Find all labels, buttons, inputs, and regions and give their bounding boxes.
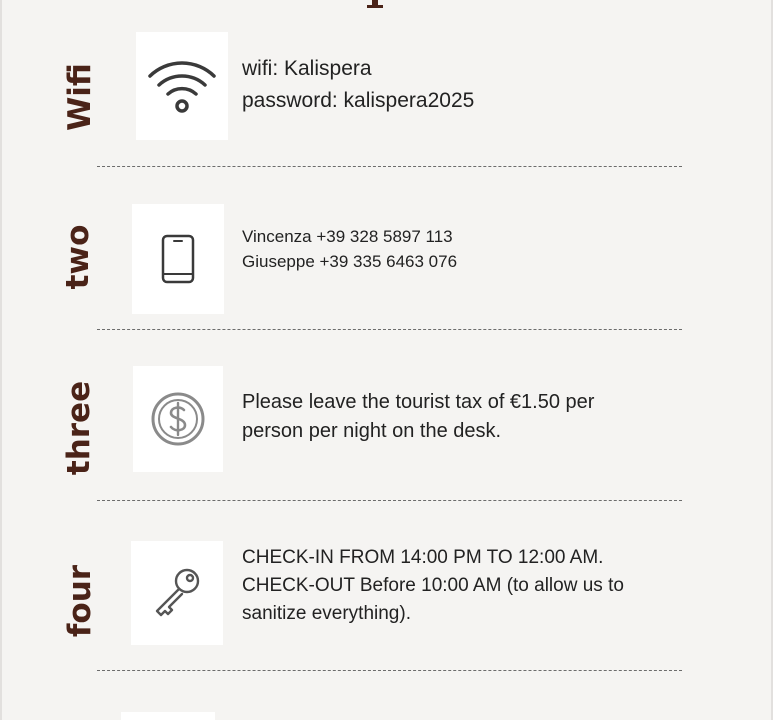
coin-dollar-icon	[150, 391, 206, 447]
section-label-four: four	[62, 564, 98, 638]
contact-vincenza: Vincenza +39 328 5897 113	[242, 227, 453, 246]
wifi-details	[242, 53, 474, 117]
page-edge-left	[0, 0, 2, 720]
divider	[97, 329, 682, 330]
key-tile	[131, 541, 223, 645]
divider	[97, 670, 682, 671]
phone-tile	[132, 204, 224, 314]
divider	[97, 500, 682, 501]
contact-giuseppe: Giuseppe +39 335 6463 076	[242, 252, 458, 271]
heading-fragment	[365, 0, 385, 8]
smartphone-icon	[161, 234, 195, 284]
tourist-tax-line-2: person per night on the desk.	[242, 420, 502, 442]
key-icon	[147, 565, 207, 621]
tourist-tax-note	[242, 388, 594, 446]
wifi-icon	[146, 56, 218, 116]
wifi-name: wifi: Kalispera	[242, 57, 372, 80]
phone-numbers	[242, 224, 457, 274]
wifi-tile	[136, 32, 228, 140]
check-out-line: CHECK-OUT Before 10:00 AM (to allow us to	[242, 575, 624, 596]
divider	[97, 166, 682, 167]
tourist-tax-line-1: Please leave the tourist tax of €1.50 per	[242, 391, 595, 413]
section-label-wifi: Wifi	[62, 63, 98, 131]
check-in-line: CHECK-IN FROM 14:00 PM TO 12:00 AM.	[242, 547, 604, 568]
section-label-three: three	[61, 380, 97, 476]
check-out-line-2: sanitize everything).	[242, 603, 411, 624]
check-in-out-info	[242, 544, 624, 628]
section-label-two: two	[60, 224, 96, 290]
tax-tile	[133, 366, 223, 472]
wifi-password: password: kalispera2025	[242, 89, 475, 112]
next-section-tile	[121, 712, 215, 720]
